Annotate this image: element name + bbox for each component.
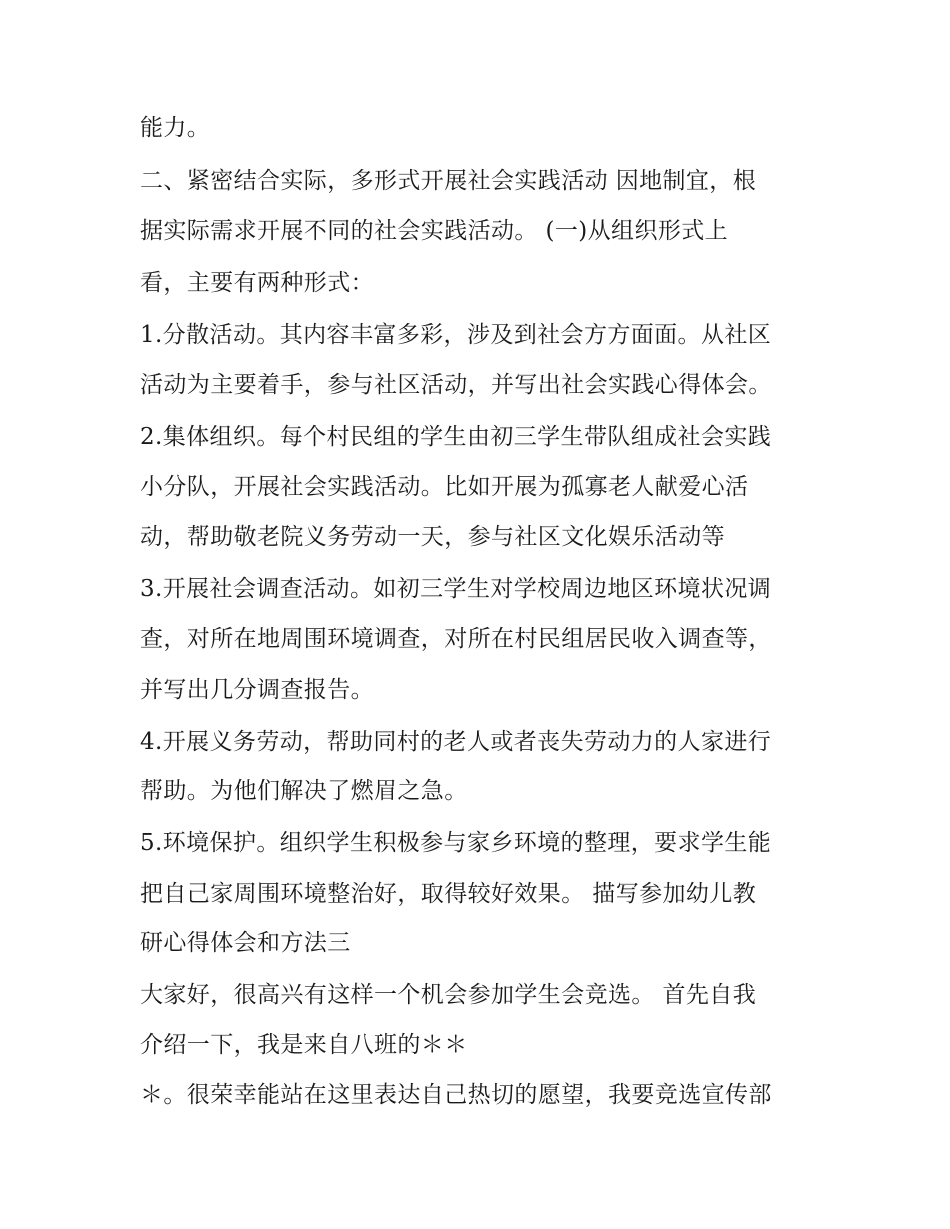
text-line: 活动为主要着手，参与社区活动，并写出社会实践心得体会。 bbox=[140, 372, 772, 398]
text-line: 帮助。为他们解决了燃眉之急。 bbox=[140, 778, 468, 804]
text-line: 4.开展义务劳动，帮助同村的老人或者丧失劳动力的人家进行 bbox=[140, 729, 772, 755]
text-line: 查，对所在地周围环境调查，对所在村民组居民收入调查等， bbox=[140, 626, 772, 652]
text-line: 二、紧密结合实际，多形式开展社会实践活动 因地制宜，根 bbox=[140, 168, 757, 194]
text-line: ＊。很荣幸能站在这里表达自己热切的愿望，我要竞选宣传部 bbox=[140, 1082, 772, 1108]
text-line: 介绍一下，我是来自八班的＊＊ bbox=[140, 1032, 468, 1058]
text-line: 动，帮助敬老院义务劳动一天，参与社区文化娱乐活动等 bbox=[140, 524, 725, 550]
text-line: 1.分散活动。其内容丰富多彩，涉及到社会方方面面。从社区 bbox=[140, 322, 772, 348]
text-line: 2.集体组织。每个村民组的学生由初三学生带队组成社会实践 bbox=[140, 424, 772, 450]
text-line: 大家好，很高兴有这样一个机会参加学生会竞选。 首先自我 bbox=[140, 982, 757, 1008]
text-line: 小分队，开展社会实践活动。比如开展为孤寡老人献爱心活 bbox=[140, 474, 749, 500]
text-line: 把自己家周围环境整治好，取得较好效果。 描写参加幼儿教 bbox=[140, 881, 757, 907]
text-line: 能力。 bbox=[140, 115, 211, 141]
text-line: 据实际需求开展不同的社会实践活动。 (一)从组织形式上 bbox=[140, 218, 729, 244]
text-line: 研心得体会和方法三 bbox=[140, 930, 351, 956]
text-line: 5.环境保护。组织学生积极参与家乡环境的整理，要求学生能 bbox=[140, 830, 772, 856]
text-line: 并写出几分调查报告。 bbox=[140, 677, 374, 703]
text-line: 3.开展社会调查活动。如初三学生对学校周边地区环境状况调 bbox=[140, 576, 772, 602]
text-line: 看，主要有两种形式： bbox=[140, 270, 374, 296]
